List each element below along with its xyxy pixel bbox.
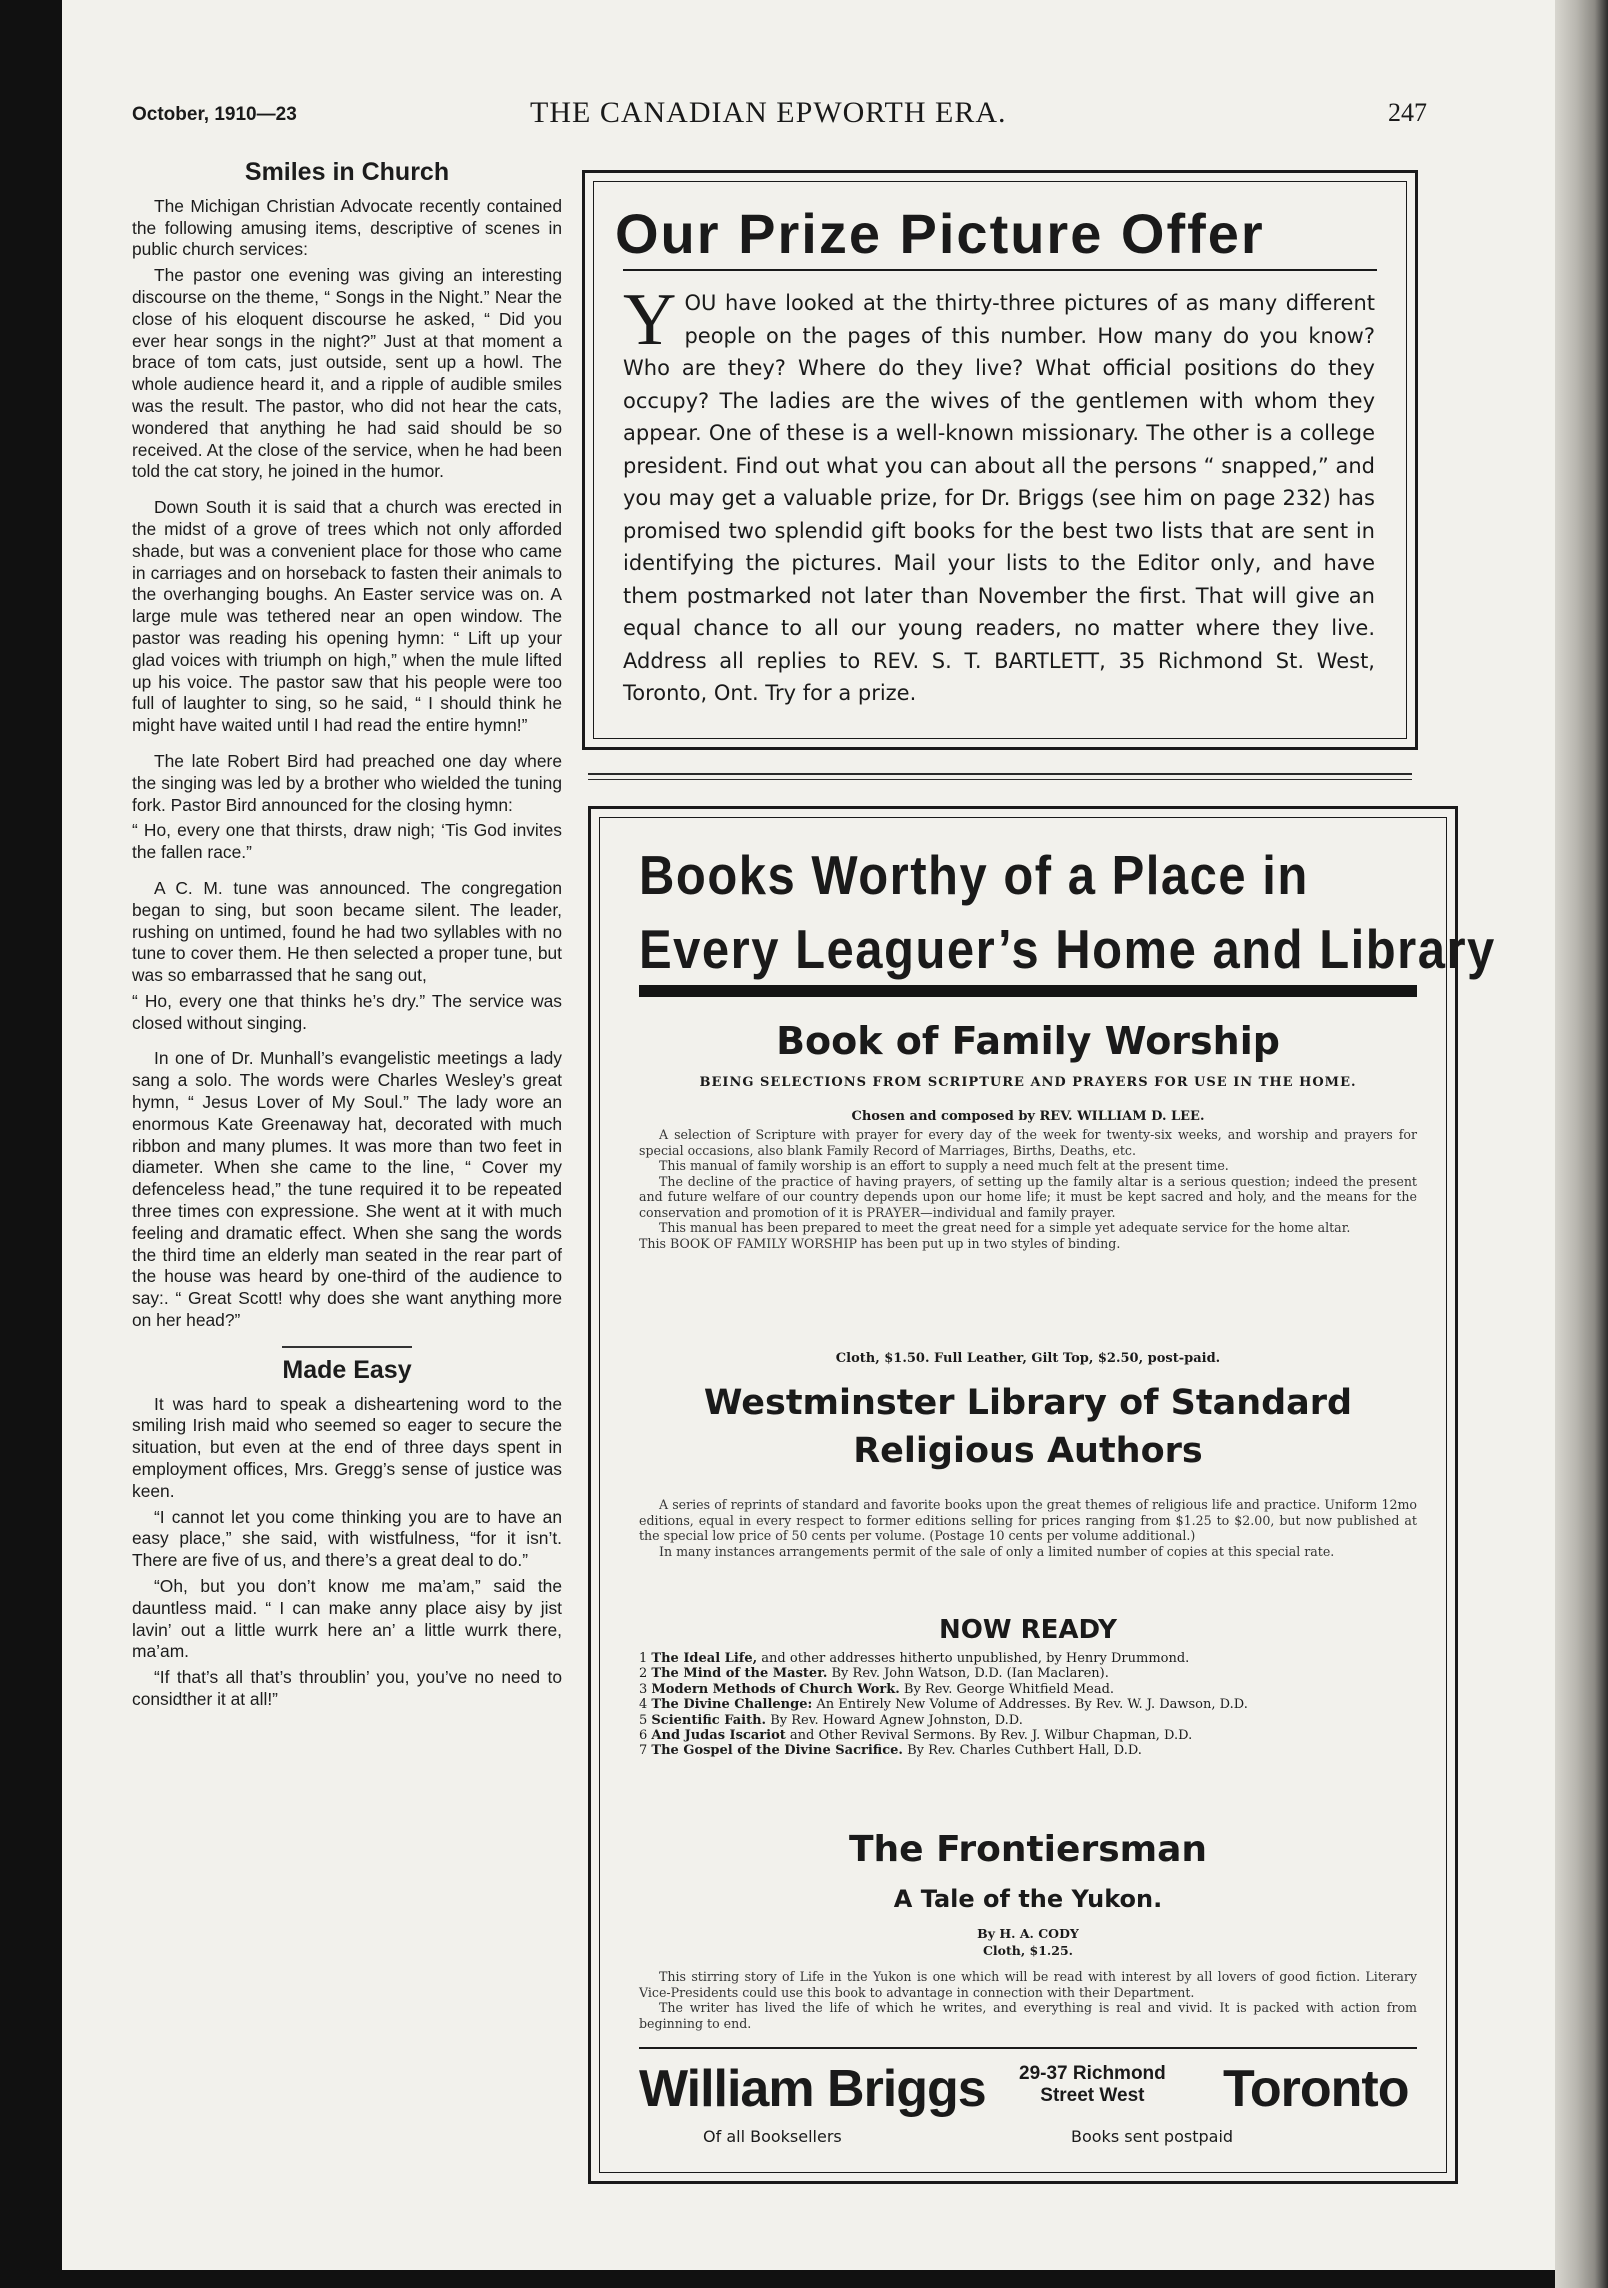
list-item [639,1651,1417,1666]
books-heading-line: Books Worthy of a Place in [639,845,1309,907]
article-paragraph: The pastor one evening was giving an interesting discourse on the theme, “ Songs in the Night.” Near the close of his eloquent discourse he asked, “ Did you ever hear songs in the night?” Just at that moment a brace of tom cats, just outside, sent up a howl. The whole audience heard it, and a ripple of audible smiles was the result. The pastor, who did not hear the cats, wondered that anything he had said should be so received. At the close of the service, when he had been told the cat story, he joined in the humor. [132,265,562,482]
separator-rule [588,779,1412,780]
article-paragraph: “If that’s all that’s throublin’ you, you’ve no need to considther it at all!” [132,1667,562,1709]
books-advertisement [588,806,1496,2184]
article-paragraph: In one of Dr. Munhall’s evangelistic meetings a lady sang a solo. The words were Charles Wesley’s great hymn, “ Jesus Lover of My Soul.” The lady wore an enormous Kate Greenaway hat, decorated with much ribbon and many plumes. It was more than two feet in diameter. When she came to the line, “ Cover my defenceless head,” the tune required it to be repeated three times con expressione. She went at it with much feeling and dramatic effect. When she sang the words the third time an elderly man seated in the rear part of the house was heard by one-third of the audience to say:. “ Great Scott! why does she want anything more on her head?” [132,1048,562,1331]
description-paragraph: The writer has lived the life of which he writes, and everything is real and vivid. It is packed with action from beginning to end. [639,2000,1417,2031]
book-spine-edge [1555,0,1608,2288]
family-worship-byline: Chosen and composed by REV. WILLIAM D. LEE. [851,1109,1205,1124]
westminster-title-line: Religious Authors [853,1431,1203,1471]
description-paragraph: This manual has been prepared to meet the great need for a simple yet adequate service for the home altar. [659,1220,1351,1235]
item-detail: and Other Revival Sermons. By Rev. J. Wilbur Chapman, D.D. [785,1728,1193,1744]
prize-offer-box [582,170,1418,750]
drop-cap: Y [623,279,677,361]
item-title: The Mind of the Master. [651,1666,828,1682]
article-paragraph: It was hard to speak a disheartening word to the smiling Irish maid who seemed so eager to secure the situation, but even at the end of three days spent in employment offices, Mrs. Gregg’s sense of justice was keen. [132,1393,562,1501]
separator-rule [588,773,1412,775]
description-paragraph: A series of reprints of standard and favorite books upon the great themes of religious life and practice. Uniform 12mo editions, equal in every respect to former editions selling for prices ranging from $1.25 to $2.00, but now published at the special low price of 50 cents per volume. (Postage 10 cents per volume additional.) [639,1497,1417,1543]
description-paragraph: A selection of Scripture with prayer for every day of the week for twenty-six weeks, and worship and prayers for special occasions, also blank Family Record of Marriages, Births, Deaths, etc. [639,1127,1417,1158]
page-number: 247 [1388,98,1427,127]
article-verse: “ Ho, every one that thirsts, draw nigh; ‘Tis God invites the fallen race.” [132,820,562,863]
article-paragraph: A C. M. tune was announced. The congregation began to sing, but soon became silent. The leader, rushing on untimed, found he had two syllables with no tune to cover them. He then selected a proper tune, but was so embarrassed that he sang out, [132,877,562,986]
list-item [639,1697,1417,1712]
books-heading-line: Every Leaguer’s Home and Library [639,919,1496,981]
item-title: Scientific Faith. [651,1712,767,1728]
now-ready-list [639,1651,1417,1759]
item-detail: By Rev. George Whitfield Mead. [899,1681,1115,1697]
made-easy-heading: Made Easy [282,1355,412,1384]
publisher-name: William Briggs [639,2060,986,2118]
family-worship-subtitle: BEING SELECTIONS FROM SCRIPTURE AND PRAYERS FOR USE IN THE HOME. [699,1075,1357,1090]
publisher-note-left: Of all Booksellers [703,2127,842,2146]
prize-body [623,279,1375,710]
article-paragraph: The late Robert Bird had preached one day where the singing was led by a brother who wielded the tuning fork. Pastor Bird announced for the closing hymn: [132,750,562,815]
byline-price: Cloth, $1.25. [982,1943,1074,1958]
family-worship-description [639,1127,1417,1251]
list-item [639,1682,1417,1697]
prize-title-rule [623,269,1377,271]
header-title: THE CANADIAN EPWORTH ERA. [530,96,1007,129]
article-verse: “ Ho, every one that thinks he’s dry.” The service was closed without singing. [132,990,562,1033]
item-number: 3 [639,1681,648,1697]
item-title: And Judas Iscariot [651,1728,786,1744]
item-number: 5 [639,1712,648,1728]
description-paragraph: The decline of the practice of having prayers, of setting up the family altar is a serious question; indeed the present and future welfare of our country depends upon our home life; it must be kept sacred and holy, and the means for the conservation and promotion of it is PRAYER—individual and family prayer. [639,1173,1417,1220]
frontiersman-subtitle: A Tale of the Yukon. [893,1885,1163,1913]
description-paragraph: This manual of family worship is an effort to supply a need much felt at the present time. [659,1158,1229,1173]
item-detail: By Rev. Howard Agnew Johnston, D.D. [766,1712,1023,1728]
heavy-rule [639,985,1417,997]
article-paragraph: The Michigan Christian Advocate recently contained the following amusing items, descriptive of scenes in public church services: [132,195,562,260]
description-paragraph: This BOOK OF FAMILY WORSHIP has been put up in two styles of binding. [639,1235,1121,1251]
frontiersman-description [639,1969,1417,2031]
item-title: The Divine Challenge: [651,1697,813,1713]
description-paragraph: This stirring story of Life in the Yukon is one which will be read with interest by all lovers of good fiction. Literary Vice-Presidents could use this book to advantage in connection with their Department. [639,1969,1417,2000]
publisher-city: Toronto [1223,2060,1409,2118]
item-number: 6 [639,1728,648,1744]
item-title: The Ideal Life, [651,1651,758,1666]
frontiersman-byline [639,1925,1417,1959]
address-line: Street West [1040,2085,1145,2106]
item-number: 4 [639,1697,648,1713]
item-title: Modern Methods of Church Work. [651,1681,900,1697]
item-title: The Gospel of the Divine Sacrifice. [651,1743,903,1759]
item-detail: By Rev. Charles Cuthbert Hall, D.D. [902,1743,1142,1759]
article-paragraph: Down South it is said that a church was erected in the midst of a grove of trees which not only afforded shade, but was a convenient place for those who came in carriages and on horseback to fasten their animals to the overhanging boughs. An Easter service was on. A large mule was tethered near an open window. The pastor was reading his opening hymn: “ Lift up your glad voices with triumph on high,” when the mule lifted up his voice. The pastor saw that his people were too full of laughter to sing, so he said, “ I should think he might have waited until I had read the entire hymn!” [132,497,562,736]
list-item [639,1666,1417,1681]
item-detail: An Entirely New Volume of Addresses. By Rev. W. J. Dawson, D.D. [812,1697,1248,1713]
family-worship-prices: Cloth, $1.50. Full Leather, Gilt Top, $2.50, post-paid. [835,1351,1221,1366]
books-heading [639,839,1496,987]
address-line: 29-37 Richmond [1019,2063,1166,2084]
publisher-rule [639,2047,1417,2049]
publisher-address [1019,2063,1166,2107]
article-paragraph: “I cannot let you come thinking you are to have an easy place,” she said, with wistfulness, “for it isn’t. There are five of us, and there’s a great deal to do.” [132,1506,562,1571]
left-column [132,158,562,1715]
description-paragraph: In many instances arrangements permit of the sale of only a limited number of copies at this special rate. [659,1543,1335,1559]
list-item [639,1728,1417,1743]
list-item [639,1743,1417,1758]
westminster-title [639,1379,1417,1475]
prize-title: Our Prize Picture Offer [615,202,1265,265]
now-ready-title: NOW READY [938,1615,1117,1645]
article-paragraph: “Oh, but you don’t know me ma’am,” said the dauntless maid. “ I can make anny place aisy by jist lavin’ out a little wurrk here an’ a little wurrk there, ma’am. [132,1576,562,1662]
item-detail: By Rev. John Watson, D.D. (Ian Maclaren). [827,1666,1109,1682]
prize-text: OU have looked at the thirty-three pictures of as many different people on the pages of this number. How many do you know? Who are they? Where do they live? What official positions do they occupy? The ladies are the wives of the gentlemen with whom they appear. One of these is a well-known missionary. The other is a college president. Find out what you can about all the persons “ snapped,” and you may get a valuable prize, for Dr. Briggs (see him on page 232) has promised two splendid gift books for the best two lists that are sent in identifying the pictures. Mail your lists to the Editor only, and have them postmarked not later than November the first. That will give an equal chance to all our young readers, no matter where they live. Address all replies to REV. S. T. BARTLETT, 35 Richmond St. West, Toronto, Ont. Try for a prize. [623,291,1375,705]
byline-author: By H. A. CODY [977,1926,1079,1941]
westminster-description [639,1497,1417,1559]
item-number: 1 [639,1651,648,1666]
section-divider [282,1346,412,1348]
westminster-title-line: Westminster Library of Standard [703,1383,1353,1423]
item-number: 7 [639,1743,648,1759]
header-date: October, 1910—23 [132,104,297,125]
publisher-note-right: Books sent postpaid [1071,2127,1234,2146]
item-number: 2 [639,1666,648,1682]
frontiersman-title: The Frontiersman [848,1829,1208,1870]
list-item [639,1713,1417,1728]
family-worship-title: Book of Family Worship [776,1019,1280,1063]
item-detail: and other addresses hitherto unpublished, by Henry Drummond. [757,1651,1190,1666]
smiles-heading: Smiles in Church [244,158,450,186]
